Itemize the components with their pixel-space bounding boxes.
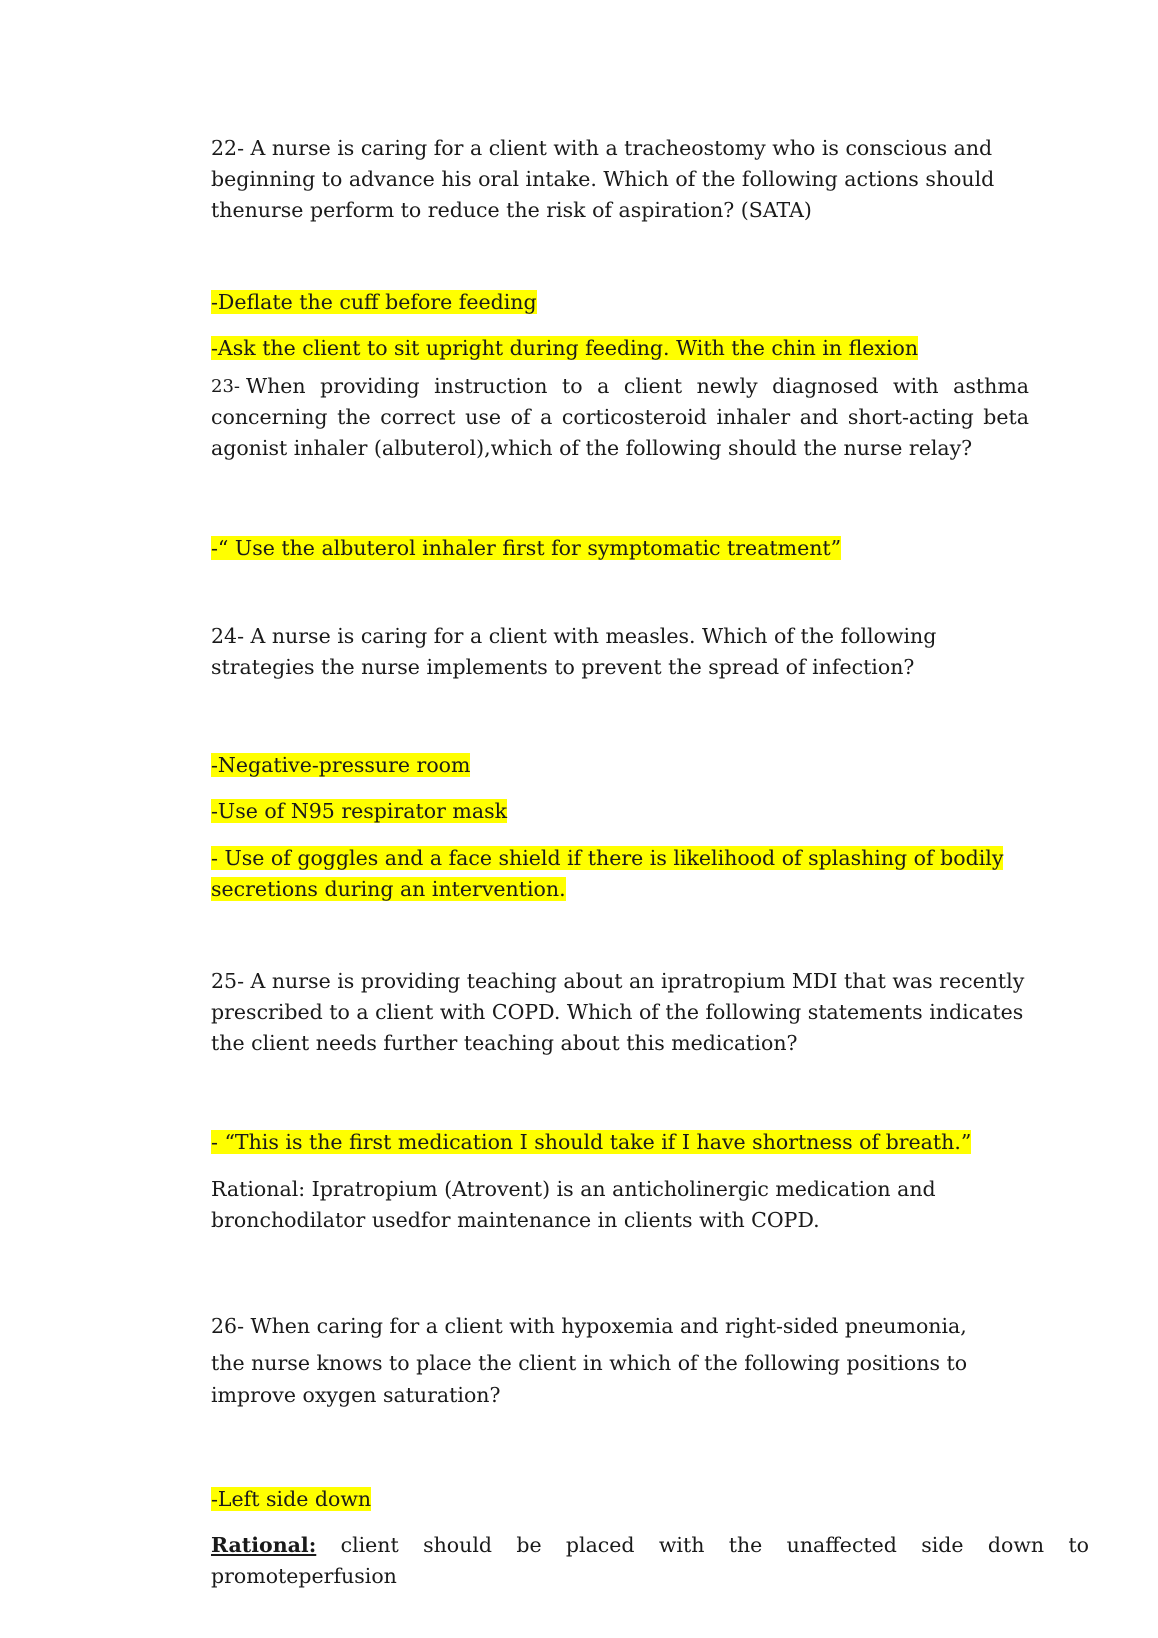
q26-line-3: improve oxygen saturation? bbox=[211, 1383, 501, 1407]
q24-answer-3 bbox=[211, 843, 1003, 874]
q23-line-1-text: When providing instruction to a client newly diagnosed with asthma bbox=[246, 374, 1029, 398]
q25-line-2: prescribed to a client with COPD. Which of the following statements indicates bbox=[211, 1000, 1024, 1024]
q24-answer-2 bbox=[211, 796, 507, 827]
highlighted-answer: -Ask the client to sit upright during feeding. With the chin in flexion bbox=[211, 336, 919, 360]
highlighted-answer: - “This is the first medication I should take if I have shortness of breath.” bbox=[211, 1130, 972, 1154]
highlighted-answer: -Use of N95 respirator mask bbox=[211, 799, 508, 823]
q23-line-3: agonist inhaler (albuterol),which of the following should the nurse relay? bbox=[211, 436, 973, 460]
highlighted-answer: -Negative-pressure room bbox=[211, 753, 471, 777]
highlighted-answer: secretions during an intervention. bbox=[211, 877, 566, 901]
q25-line-1: 25- A nurse is providing teaching about an ipratropium MDI that was recently bbox=[211, 969, 1025, 993]
q26-line-1: 26- When caring for a client with hypoxemia and right-sided pneumonia, bbox=[211, 1314, 967, 1338]
q26-answer bbox=[211, 1484, 371, 1515]
highlighted-answer: -Left side down bbox=[211, 1487, 372, 1511]
rational-label: Rational: bbox=[211, 1533, 317, 1557]
rational-text: client should be placed with the unaffected side down to promoteperfusion bbox=[211, 1533, 1089, 1588]
question-number: 23- bbox=[211, 376, 240, 397]
q26-rational bbox=[211, 1530, 1089, 1592]
q22-answer-2 bbox=[211, 333, 918, 364]
q22-line-2: beginning to advance his oral intake. Which of the following actions should bbox=[211, 167, 995, 191]
q25-line-3: the client needs further teaching about this medication? bbox=[211, 1031, 798, 1055]
q23-line-2: concerning the correct use of a corticosteroid inhaler and short-acting beta bbox=[211, 405, 1029, 429]
q25-rational-1: Rational: Ipratropium (Atrovent) is an anticholinergic medication and bbox=[211, 1177, 936, 1201]
q24-answer-1 bbox=[211, 750, 470, 781]
highlighted-answer: -“ Use the albuterol inhaler first for symptomatic treatment” bbox=[211, 536, 842, 560]
q24-line-1: 24- A nurse is caring for a client with measles. Which of the following bbox=[211, 624, 937, 648]
q23-answer bbox=[211, 533, 841, 564]
highlighted-answer: - Use of goggles and a face shield if there is likelihood of splashing of bodily bbox=[211, 846, 1004, 870]
q22-line-1: 22- A nurse is caring for a client with a tracheostomy who is conscious and bbox=[211, 136, 993, 160]
highlighted-answer: -Deflate the cuff before feeding bbox=[211, 290, 537, 314]
q26-line-2: the nurse knows to place the client in which of the following positions to bbox=[211, 1351, 968, 1375]
q24-line-2: strategies the nurse implements to prevent the spread of infection? bbox=[211, 655, 915, 679]
q22-line-3: thenurse perform to reduce the risk of aspiration? (SATA) bbox=[211, 198, 812, 222]
q24-answer-4 bbox=[211, 874, 566, 905]
q23-line-1 bbox=[211, 371, 1029, 402]
q22-answer-1 bbox=[211, 287, 537, 318]
q25-rational-2: bronchodilator usedfor maintenance in clients with COPD. bbox=[211, 1208, 820, 1232]
q25-answer bbox=[211, 1127, 971, 1158]
